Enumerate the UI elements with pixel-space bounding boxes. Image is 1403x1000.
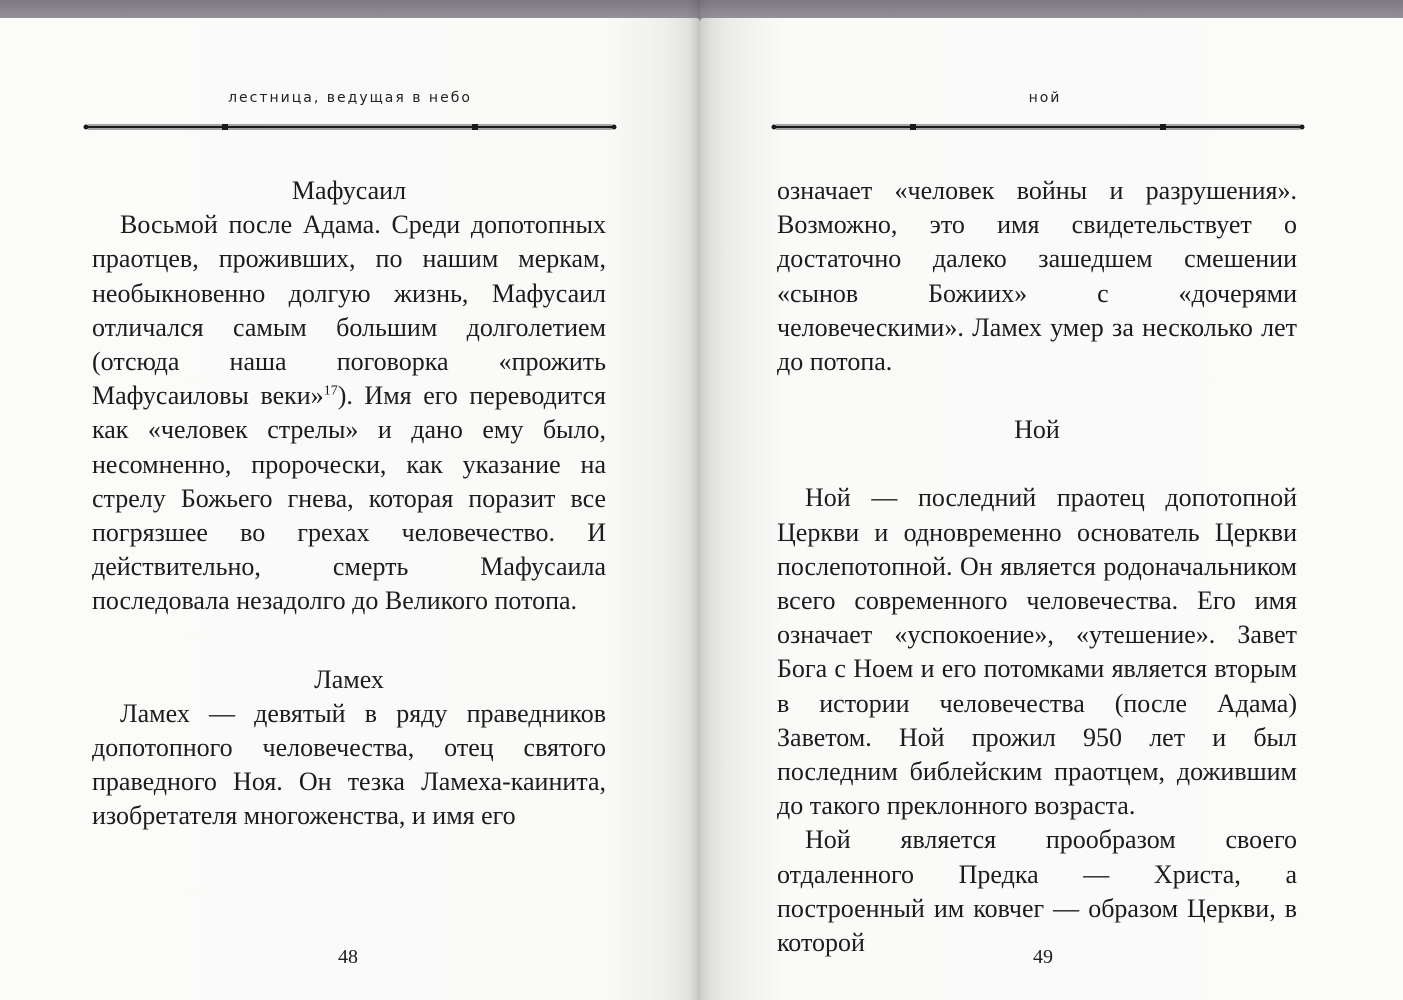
footnote-marker: 17 [323,383,338,399]
paragraph-methuselah [92,208,606,618]
right-running-head: ной [1028,90,1062,106]
section-gap [92,619,606,653]
section-heading-methuselah: Мафусаил [291,176,407,205]
right-page-number: 49 [1033,946,1053,968]
paragraph-continuation: означает «человек войны и разрушения». Возможно, это имя свидетельствует о достаточно далеко зашедшем смешении «сынов Божиих» с «дочерями человеческими». Ламех умер за несколько лет до потопа. [777,176,1297,377]
paragraph-noah-1: Ной — последний праотец допотопной Церкви и одновременно основатель Церкви послепотопной. Он является родоначальником всего современного человечества. Его имя означает «успокоение», «утешение». Завет Бога с Ноем и его потомками является вторым в истории человечества (после Адама) Заветом. Ной прожил 950 лет и был последним библейским праотцем, дожившим до такого преклонного возраста. [777,483,1297,821]
left-page-number: 48 [338,946,358,968]
paragraph-methuselah-text-cont: ). Имя его переводится как «человек стрелы» и дано ему было, несомненно, пророчески, как указание на стрелу Божьего гнева, которая поразит все погрязшее во грехах человечество. И действительно, смерть Мафусаила последовала незадолго до Великого потопа. [92,381,606,616]
paragraph-lamech: Ламех — девятый в ряду праведников допотопного человечества, отец святого праведного Ноя. Он тезка Ламеха-каинита, изобретателя многоженства, и имя его [92,698,606,831]
paragraph-methuselah-text: Восьмой после Адама. Среди допотопных праотцев, проживших, по нашим меркам, необыкновенно долгую жизнь, Мафусаил отличался самым большим долголетием (отсюда наша поговорка «прожить Мафусаиловы веки» [92,210,606,411]
left-page [0,18,700,1000]
section-heading-lamech: Ламех [314,664,384,694]
section-heading-noah: Ной [1014,415,1060,445]
left-running-head: лестница, ведущая в небо [228,90,472,106]
right-ornamental-rule [770,122,1306,132]
right-text-block [777,174,1297,960]
right-page [700,18,1403,1000]
left-text-block [92,174,606,834]
left-ornamental-rule [82,122,618,132]
paragraph-noah-2: Ной является прообразом своего отдаленного Предка — Христа, а построенный им ковчег — образом Церкви, в которой [777,825,1297,958]
